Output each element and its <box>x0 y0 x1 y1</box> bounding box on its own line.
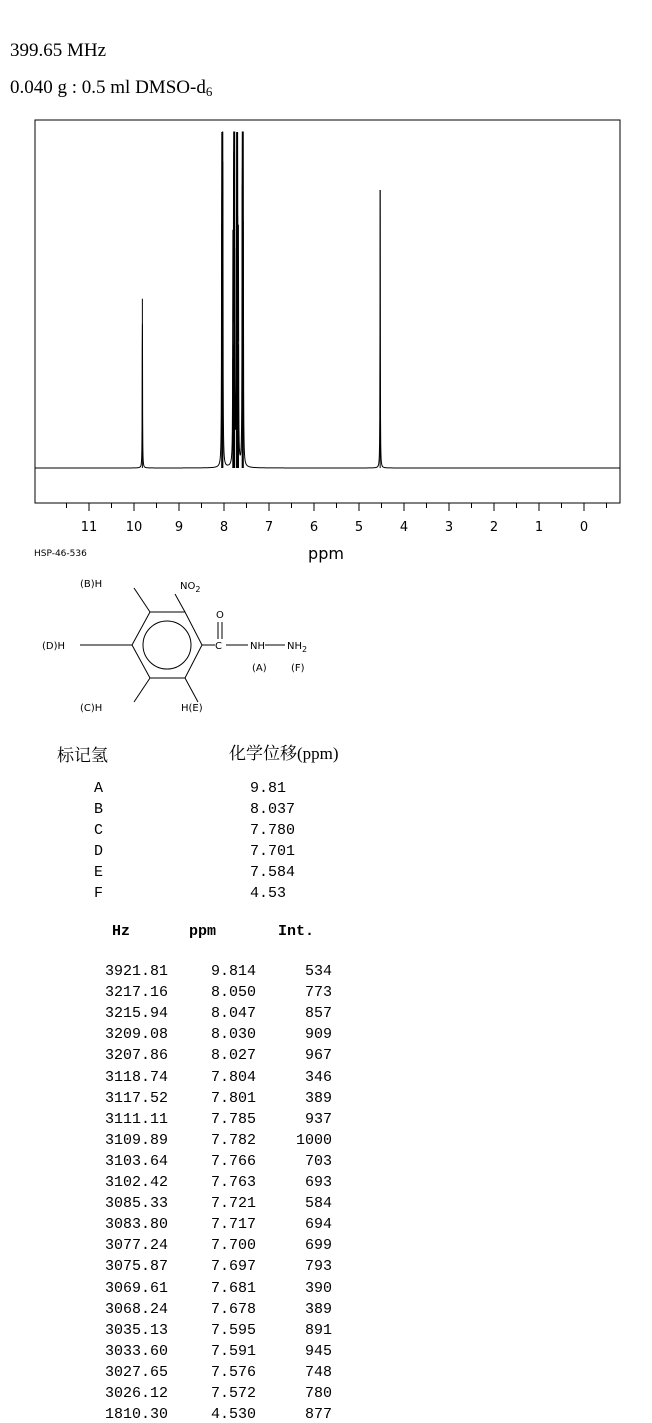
peak-ppm: 7.785 <box>210 1110 256 1128</box>
peak-int: 773 <box>304 984 332 1002</box>
nitro-group-subscript: 2 <box>195 585 201 594</box>
peak-hz: 3215.94 <box>104 1005 168 1023</box>
peak-int: 389 <box>304 1089 332 1107</box>
terminal-nh2 <box>287 641 307 654</box>
shift-row-value: 7.780 <box>250 822 296 839</box>
nmr-spectrum-chart <box>0 0 652 570</box>
shift-row-label: F <box>94 885 104 902</box>
spectrum-peaks <box>142 151 380 468</box>
peak-hz: 3207.86 <box>104 1047 168 1065</box>
peak-hz: 3921.81 <box>104 963 168 980</box>
peak-ppm: 8.047 <box>210 1005 256 1023</box>
carbonyl-carbon: C <box>215 641 222 652</box>
peak-hz: 3083.80 <box>104 1216 168 1234</box>
peak-int: 967 <box>304 1047 332 1065</box>
peak-int: 703 <box>304 1152 332 1170</box>
peak-int: 694 <box>304 1216 332 1234</box>
shift-row-value: 7.584 <box>250 864 296 881</box>
peak-int: 937 <box>304 1110 332 1128</box>
peak-hz: 3075.87 <box>104 1258 168 1276</box>
peak-int: 945 <box>304 1342 332 1360</box>
nitro-group-label <box>180 581 200 594</box>
peak-hz: 3027.65 <box>104 1363 168 1381</box>
peak-int: 346 <box>304 1068 332 1086</box>
sample-conditions-subscript: 6 <box>205 84 213 99</box>
peak-hz: 3117.52 <box>104 1089 168 1107</box>
peak-ppm: 7.721 <box>210 1195 256 1213</box>
structure-label-b: (B)H <box>80 579 103 590</box>
plot-frame <box>35 120 620 503</box>
peak-int: 877 <box>304 1406 332 1423</box>
peak-int: 909 <box>304 1026 332 1044</box>
x-axis-ticks <box>67 503 607 535</box>
peak-ppm: 7.804 <box>210 1068 256 1086</box>
peak-ppm: 7.572 <box>210 1385 256 1402</box>
shift-row-value: 7.701 <box>250 843 296 860</box>
x-tick-label: 4 <box>399 520 409 535</box>
structure-label-d: (D)H <box>42 641 66 652</box>
peak-ppm: 7.782 <box>210 1131 256 1149</box>
peak-ppm: 4.530 <box>210 1406 256 1423</box>
peak-hz: 3068.24 <box>104 1300 168 1318</box>
peak-ppm: 7.595 <box>210 1321 256 1339</box>
x-tick-label: 2 <box>489 520 499 535</box>
peak-hz: 3109.89 <box>104 1131 168 1149</box>
peak-ppm: 9.814 <box>210 963 256 980</box>
peak-hz: 3103.64 <box>104 1152 168 1170</box>
peak-ppm: 7.763 <box>210 1174 256 1191</box>
spectrum-trace <box>35 132 620 468</box>
benzene-ring <box>132 612 202 678</box>
peak-int: 857 <box>304 1005 332 1023</box>
peak-ppm: 7.801 <box>210 1089 256 1107</box>
shift-table-header-shift: 化学位移(ppm) <box>229 744 339 763</box>
peak-hz: 3118.74 <box>104 1068 168 1086</box>
shift-row-label: C <box>94 822 104 839</box>
peak-ppm: 7.697 <box>210 1258 256 1276</box>
sample-conditions-text: 0.040 g : 0.5 ml DMSO-d <box>10 77 206 98</box>
nitro-group-text: NO <box>180 581 196 592</box>
peak-int: 534 <box>304 963 332 980</box>
structure-label-f: (F) <box>291 663 305 674</box>
x-axis-label: ppm <box>308 544 344 563</box>
x-tick-label: 9 <box>174 520 184 535</box>
peak-int: 584 <box>304 1195 332 1213</box>
x-tick-label: 11 <box>80 520 98 535</box>
peak-hz: 3026.12 <box>104 1385 168 1402</box>
x-tick-label: 6 <box>309 520 319 535</box>
spectrometer-frequency: 399.65 MHz <box>10 40 107 61</box>
peak-ppm: 7.700 <box>210 1237 256 1255</box>
x-tick-label: 7 <box>264 520 274 535</box>
x-tick-label: 10 <box>125 520 143 535</box>
peak-int: 699 <box>304 1237 332 1255</box>
amide-nh: NH <box>250 641 265 652</box>
peak-ppm: 8.027 <box>210 1047 256 1065</box>
peak-header-int: Int. <box>278 923 315 940</box>
peak-int: 780 <box>304 1385 332 1402</box>
peak-hz: 3077.24 <box>104 1237 168 1255</box>
shift-row-label: B <box>94 801 104 818</box>
peak-ppm: 8.050 <box>210 984 256 1002</box>
peak-int: 1000 <box>295 1131 332 1149</box>
molecule-structure <box>40 572 340 722</box>
peak-header-hz: Hz <box>112 923 131 940</box>
structure-label-a: (A) <box>252 663 267 674</box>
peak-int: 693 <box>304 1174 332 1191</box>
peak-hz: 3102.42 <box>104 1174 168 1191</box>
x-tick-label: 3 <box>444 520 454 535</box>
peak-int: 793 <box>304 1258 332 1276</box>
shift-row-label: D <box>94 843 104 860</box>
peak-ppm: 7.717 <box>210 1216 256 1234</box>
peak-header-ppm: ppm <box>189 923 217 940</box>
terminal-nh2-subscript: 2 <box>302 645 308 654</box>
peak-hz: 3217.16 <box>104 984 168 1002</box>
peak-hz: 3111.11 <box>104 1110 168 1128</box>
peak-ppm: 8.030 <box>210 1026 256 1044</box>
peak-int: 390 <box>304 1279 332 1297</box>
x-tick-label: 5 <box>354 520 364 535</box>
peak-hz: 3033.60 <box>104 1342 168 1360</box>
shift-row-value: 4.53 <box>250 885 287 902</box>
x-tick-label: 8 <box>219 520 229 535</box>
shift-row-value: 8.037 <box>250 801 296 818</box>
peak-hz: 3085.33 <box>104 1195 168 1213</box>
catalog-id: HSP-46-536 <box>34 549 87 559</box>
peak-int: 389 <box>304 1300 332 1318</box>
peak-hz: 3035.13 <box>104 1321 168 1339</box>
peak-ppm: 7.678 <box>210 1300 256 1318</box>
shift-row-label: A <box>94 780 104 797</box>
peak-hz: 1810.30 <box>104 1406 168 1423</box>
x-tick-label: 1 <box>534 520 544 535</box>
peak-ppm: 7.576 <box>210 1363 256 1381</box>
peak-int: 748 <box>304 1363 332 1381</box>
peak-int: 891 <box>304 1321 332 1339</box>
x-tick-label: 0 <box>579 520 589 535</box>
shift-table-header-label: 标记氢 <box>57 746 108 765</box>
peak-ppm: 7.766 <box>210 1152 256 1170</box>
shift-row-label: E <box>94 864 104 881</box>
carbonyl-oxygen: O <box>216 610 224 621</box>
structure-label-e: H(E) <box>181 703 203 714</box>
peak-ppm: 7.681 <box>210 1279 256 1297</box>
peak-hz: 3069.61 <box>104 1279 168 1297</box>
peak-hz: 3209.08 <box>104 1026 168 1044</box>
structure-label-c: (C)H <box>80 703 103 714</box>
peak-ppm: 7.591 <box>210 1342 256 1360</box>
terminal-nh2-text: NH <box>287 641 302 652</box>
shift-row-value: 9.81 <box>250 780 287 797</box>
